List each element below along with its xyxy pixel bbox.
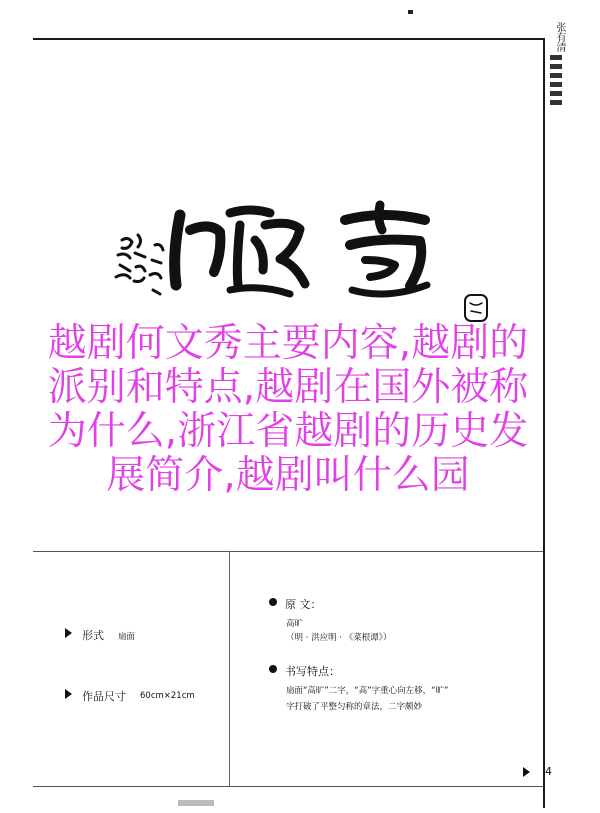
size-value: 60cm×21cm	[140, 691, 195, 701]
original-source: （明 · 洪应明 · 《菜根谭》）	[286, 633, 392, 643]
page-number: 4	[545, 765, 552, 778]
side-tab-label: 张有清	[554, 22, 565, 52]
circle-bullet-icon	[269, 598, 277, 606]
circle-bullet-icon	[269, 665, 277, 673]
original-text: 高旷	[286, 619, 304, 629]
scan-mark	[408, 10, 413, 14]
headline-line: 展简介,越剧叫什么园	[106, 453, 470, 498]
scan-mark	[178, 800, 214, 806]
top-border-rule	[33, 38, 543, 40]
form-label: 形式	[82, 629, 104, 642]
headline-overlay	[8, 322, 568, 498]
headline-line: 为什么,浙江省越剧的历史发	[47, 409, 529, 454]
page-arrow-icon	[523, 767, 530, 777]
writing-features-label: 书写特点：	[285, 665, 340, 678]
triangle-bullet-icon	[65, 689, 72, 699]
triangle-bullet-icon	[65, 628, 72, 638]
section-divider-rule	[33, 551, 543, 552]
writing-features-text: 字打破了平整匀称的章法，二字颇妙	[286, 702, 423, 712]
column-divider-rule	[229, 551, 230, 786]
form-value: 扇面	[118, 632, 136, 642]
headline-line: 派别和特点,越剧在国外被称	[47, 365, 529, 410]
original-text-label: 原 文：	[285, 598, 322, 611]
calligraphy-artwork	[80, 185, 520, 335]
writing-features-text: 扇面“高旷”二字，“高”字重心向左移，“旷”	[286, 686, 449, 696]
size-label: 作品尺寸	[82, 690, 126, 703]
headline-line: 越剧何文秀主要内容,越剧的	[47, 321, 529, 366]
side-tab-marks	[550, 55, 562, 109]
footer-rule	[33, 786, 543, 787]
